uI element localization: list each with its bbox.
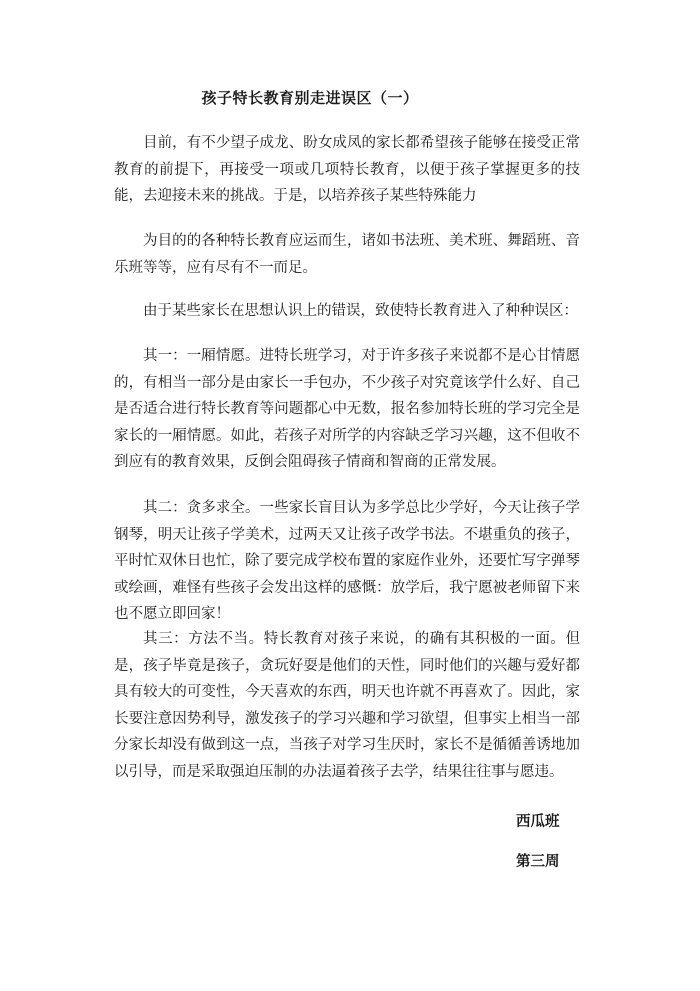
paragraph-point-three: 其三：方法不当。特长教育对孩子来说，的确有其积极的一面。但是，孩子毕竟是孩子，贪玩好耍是他们的天性，同时他们的兴趣与爱好都具有较大的可变性，今天喜欢的东西，明天也许就不再喜欢了。因此，家长要注意因势利导，激发孩子的学习兴趣和学习欲望，但事实上相当一部分家长却没有做到这一点，当孩子对学习生厌时，家长不是循循善诱地加以引导，而是采取强迫压制的办法逼着孩子去学，结果往往事与愿违。 (114, 631, 580, 780)
paragraph-misconceptions: 由于某些家长在思想认识上的错误，致使特长教育进入了种种误区： (143, 303, 578, 319)
paragraph-point-one: 其一：一厢情愿。进特长班学习，对于许多孩子来说都不是心甘情愿的，有相当一部分是由家长一手包办，不少孩子对究竟该学什么好、自己是否适合进行特长教育等问题都心中无数，报名参加特长班的学习完全是家长的一厢情愿。如此，若孩子对所学的内容缺乏学习兴趣，这不但收不到应有的教育效果，反倒会阻碍孩子情商和智商的正常发展。 (114, 348, 580, 470)
paragraph-intro: 目前，有不少望子成龙、盼女成凤的家长都希望孩子能够在接受正常教育的前提下，再接受一项或几项特长教育，以便于孩子掌握更多的技能，去迎接未来的挑战。于是，以培养孩子某些特殊能力 (114, 135, 580, 204)
signature-class-name: 西瓜班 (516, 813, 560, 830)
paragraph-point-two: 其二：贪多求全。一些家长盲目认为多学总比少学好，今天让孩子学钢琴，明天让孩子学美术，过两天又让孩子改学书法。不堪重负的孩子，平时忙双休日也忙，除了要完成学校布置的家庭作业外，还要忙写字弹琴或绘画，难怪有些孩子会发出这样的感慨：放学后，我宁愿被老师留下来也不愿立即回家！ (114, 500, 580, 622)
signature-week: 第三周 (516, 853, 560, 870)
paragraph-purpose: 为目的的各种特长教育应运而生，诸如书法班、美术班、舞蹈班、音乐班等等，应有尽有不一而足。 (114, 233, 580, 276)
document-title: 孩子特长教育别走进误区（一） (201, 89, 419, 107)
